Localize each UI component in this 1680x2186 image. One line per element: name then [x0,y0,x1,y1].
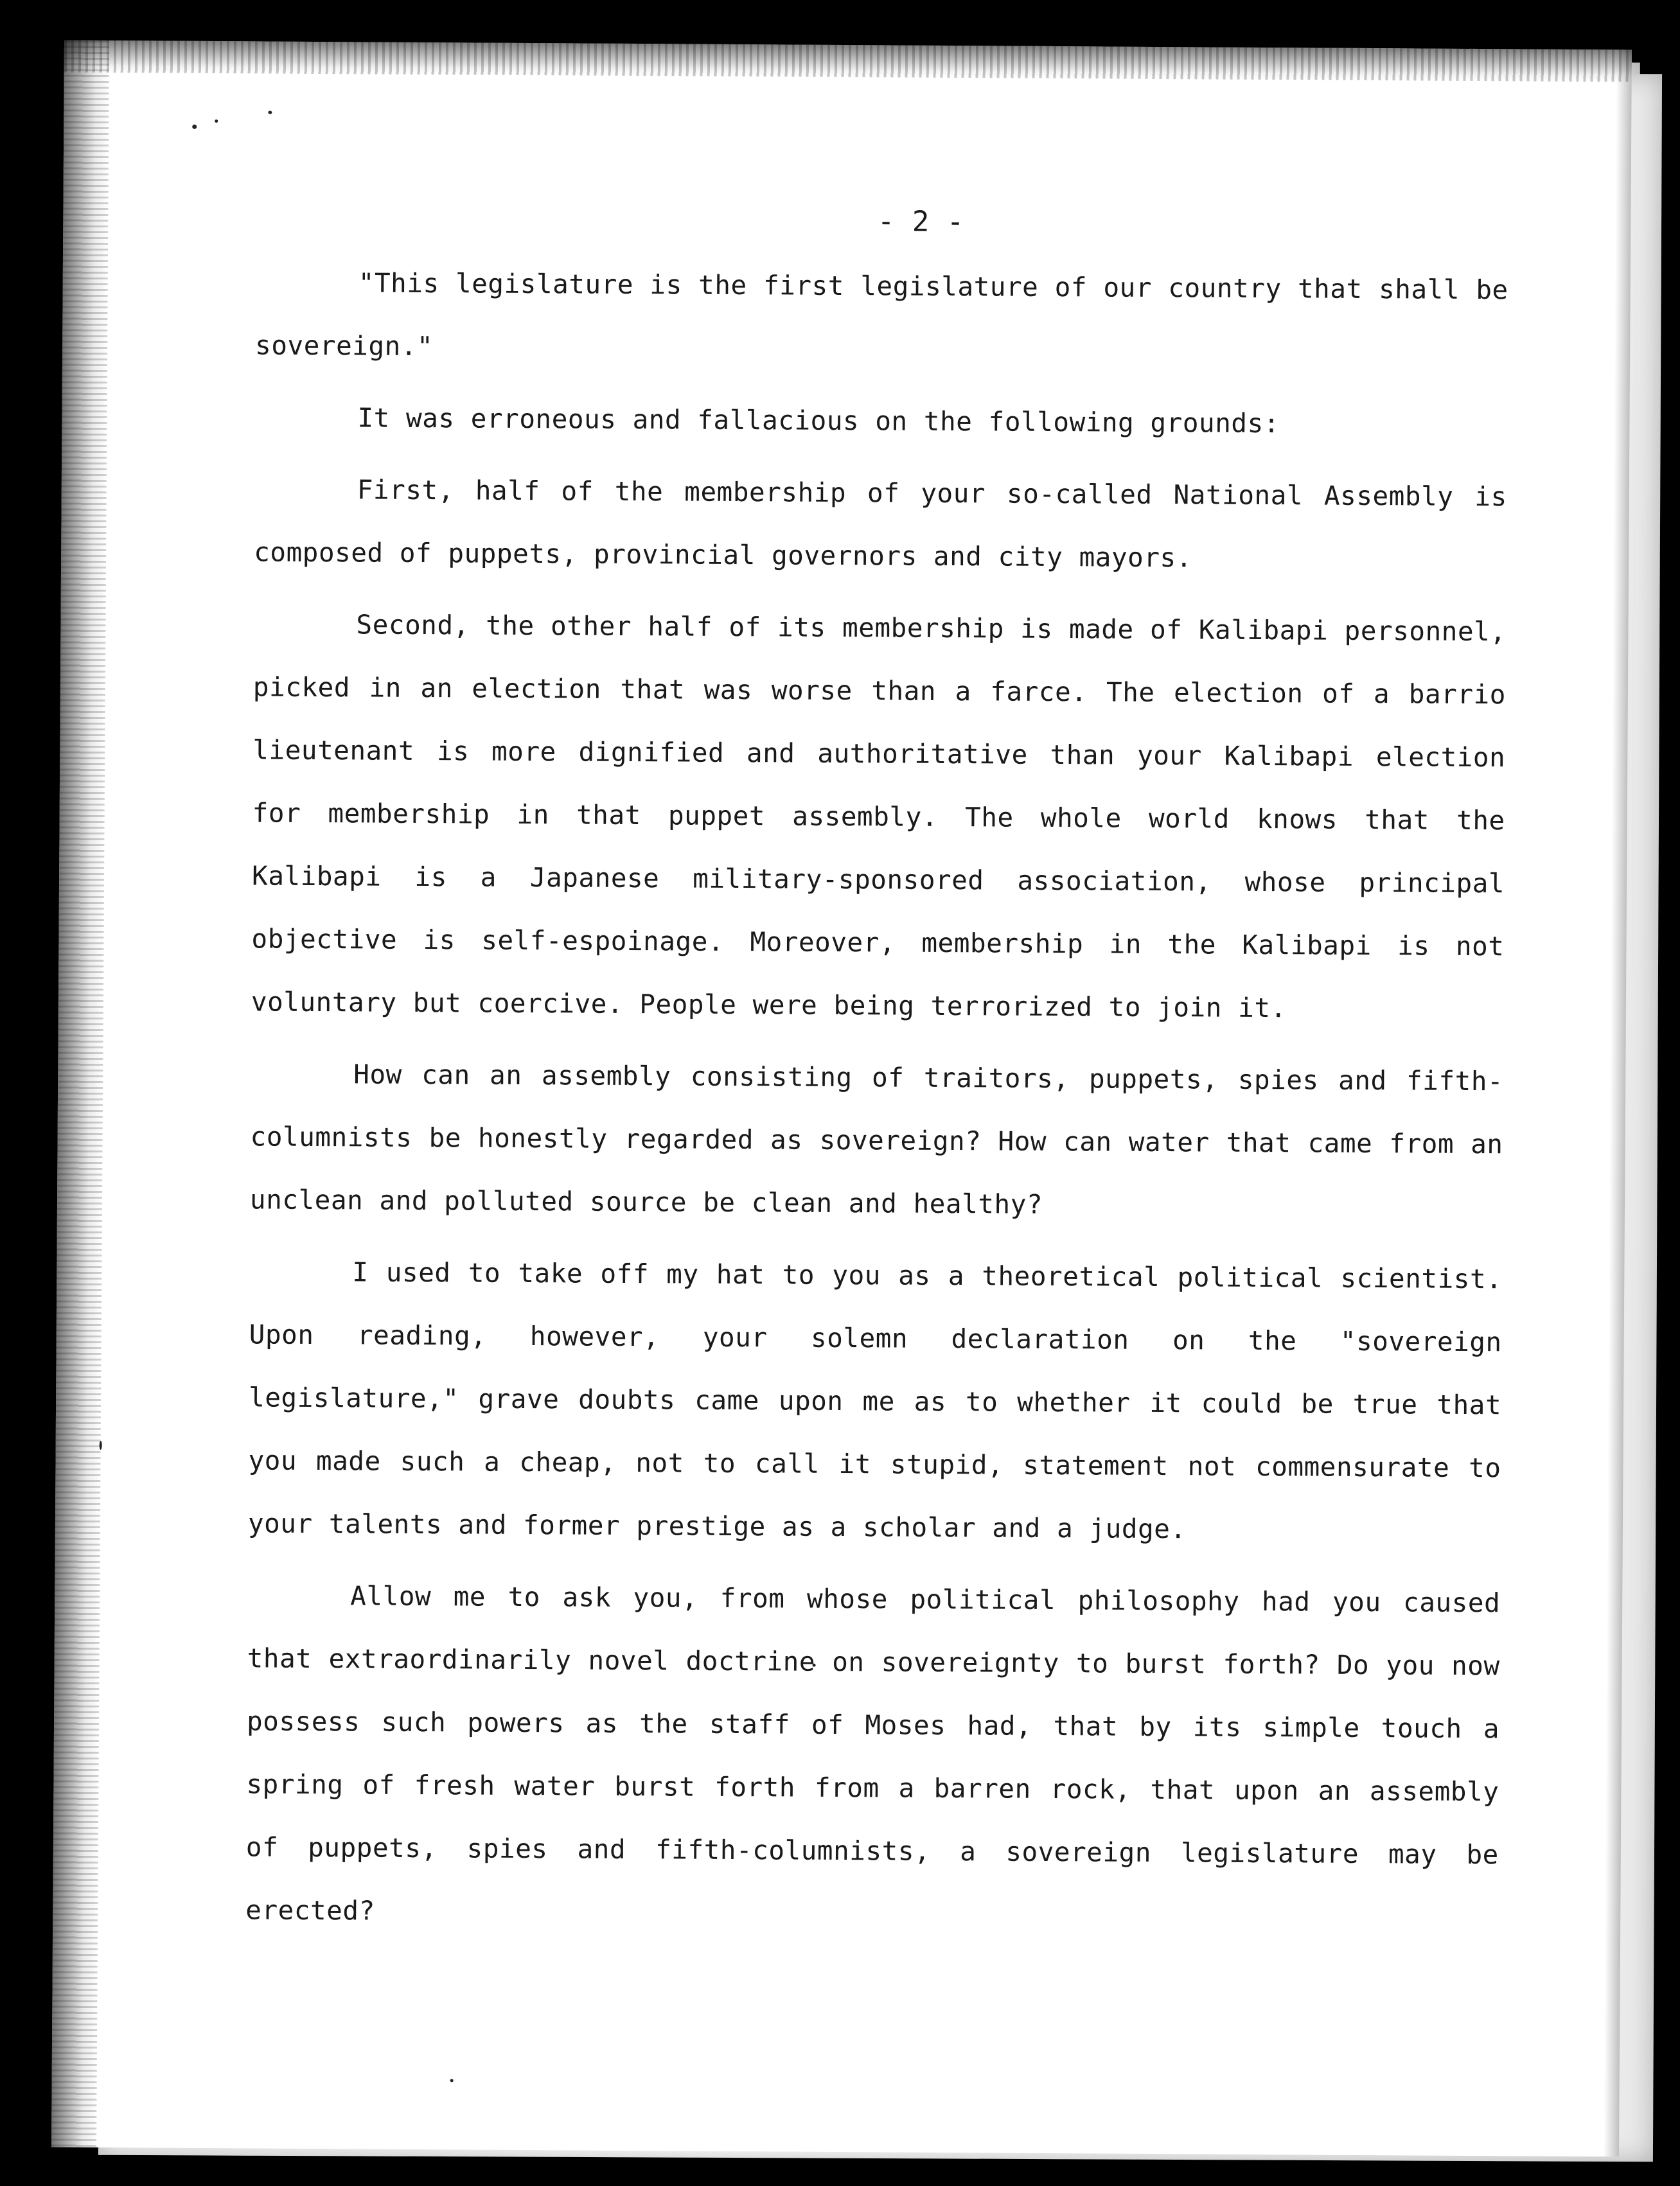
paragraph: Second, the other half of its membership is made of Kalibapi personnel, picked in an election that was worse than a farce. The election of a barrio lieutenant is more dignified and authoritative than your Kalibapi election for membership in that puppet assembly. The whole world knows that the Kalibapi is a Japanese military-sponsored association, whose principal objective is self-espoinage. Moreover, membership in the Kalibapi is not voluntary but coercive. People were being terrorized to join it. [251,609,1507,1024]
paragraph: It was erroneous and fallacious on the following grounds: [357,402,1280,439]
paragraph: First, half of the membership of your so-called National Assembly is composed of puppets, provincial governors and city mayors. [254,474,1507,574]
document-page [51,40,1632,2157]
scan-speck [100,1441,102,1450]
scan-speck [215,119,218,123]
page-edge-shadow [64,40,1632,82]
typewritten-text [245,189,1509,1958]
scan-speck [450,2079,454,2082]
paragraph: Allow me to ask you, from whose political philosophy had you caused that extraordinarily novel doctrine on sovereignty to burst forth? Do you now possess such powers as the staff of Moses had, that by its simple touch a spring of fresh water burst forth from a barren rock, that upon an assembly of puppets, spies and fifth-columnists, a sovereign legislature may be erected? [245,1580,1501,1926]
scan-speck [192,125,197,129]
paragraph: How can an assembly consisting of traitors, puppets, spies and fifth-columnists be honestly regarded as sovereign? How can water that came from an unclean and polluted source be clean and healthy? [249,1059,1504,1220]
paragraph: I used to take off my hat to you as a theoretical political scientist. Upon reading, however, your solemn declaration on the "sovereign legislature," grave doubts came upon me as to whether it could be true that you made such a cheap, not to call it stupid, statement not commensurate to your talents and former prestige as a scholar and a judge. [247,1256,1503,1545]
page-edge-shadow [51,40,109,2147]
scan-speck [268,111,272,114]
page-number: - 2 - [877,205,964,239]
quoted-statement: "This legislature is the first legislature of our country that shall be sovereign." [254,267,1508,362]
